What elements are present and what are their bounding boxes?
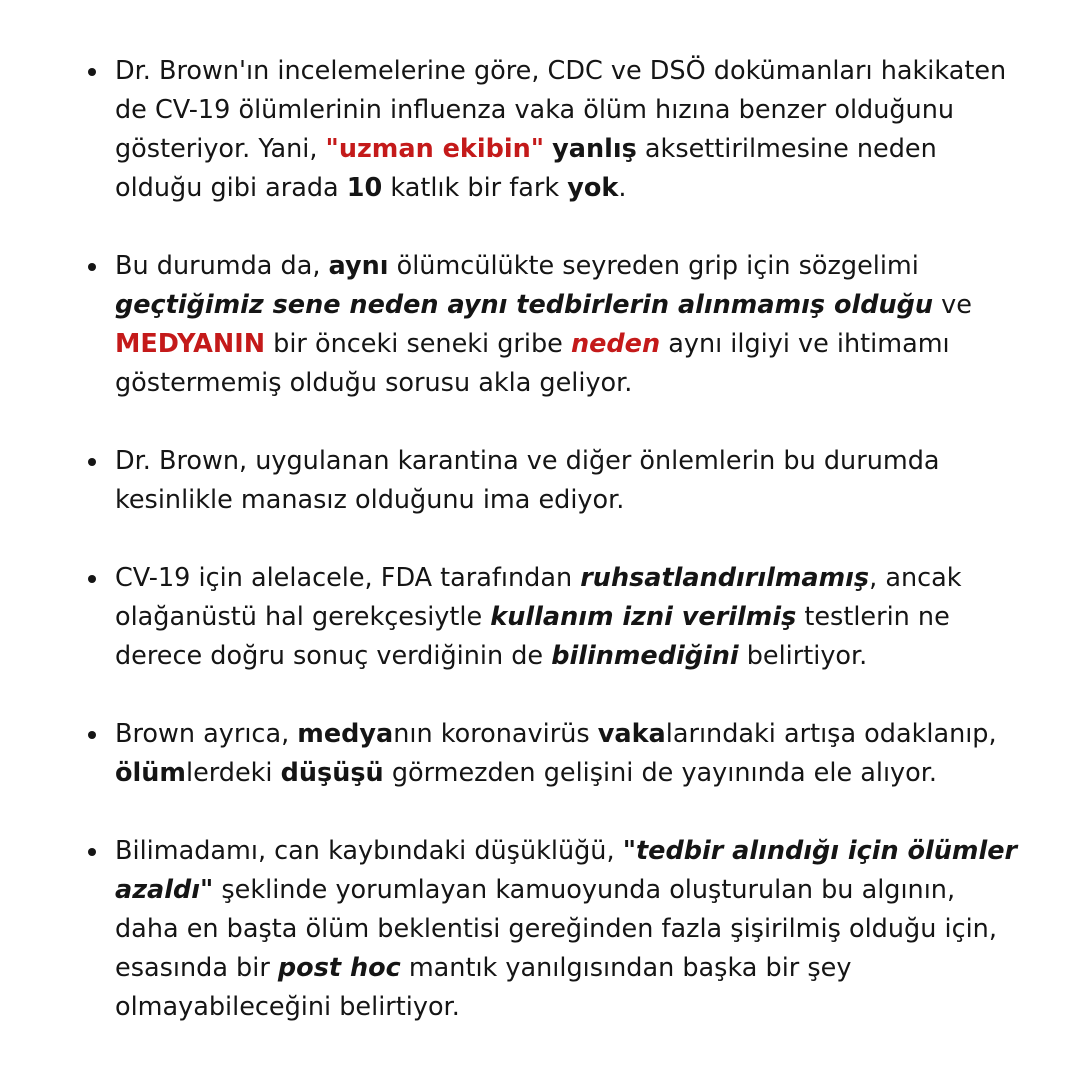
text-segment: Dr. Brown, uygulanan karantina ve diğer önlemlerin bu durumda kesinlikle manasız olduğunu ima ediyor. (115, 446, 940, 515)
emphasis-bold: 10 (346, 173, 383, 203)
bullet-list (84, 52, 1024, 1027)
text-segment: Bilimadamı, can kaybındaki düşüklüğü, (115, 836, 623, 866)
text-segment (544, 134, 552, 164)
text-segment: Bu durumda da, (115, 251, 329, 281)
emphasis-bold: ölüm (115, 758, 186, 788)
document-body (84, 52, 1024, 1066)
highlight-red: "uzman ekibin" (325, 134, 545, 164)
text-segment: Brown ayrıca, (115, 719, 298, 749)
emphasis-bold-italic: kullanım izni verilmiş (490, 602, 797, 632)
emphasis-bold-italic: ruhsatlandırılmamış (580, 563, 870, 593)
bullet-dot-icon (88, 263, 96, 271)
text-segment: ölümcülükte seyreden grip için sözgelimi (388, 251, 919, 281)
emphasis-bold: vaka (597, 719, 666, 749)
bullet-dot-icon (88, 575, 96, 583)
text-segment: lerdeki (185, 758, 281, 788)
bullet-dot-icon (88, 848, 96, 856)
text-segment: bir önceki seneki gribe (265, 329, 571, 359)
emphasis-bold-italic: post hoc (277, 953, 401, 983)
emphasis-bold: yok (567, 173, 619, 203)
bullet-dot-icon (88, 68, 96, 76)
emphasis-bold: düşüşü (280, 758, 384, 788)
text-segment: şeklinde yorumlayan kamuoyunda oluşturulan bu algının, daha en başta ölüm beklentisi gereğinden fazla şişirilmiş olduğu için, esasında bir (115, 875, 997, 983)
list-item-6 (84, 832, 1024, 1027)
text-segment: aksettirilmesine neden olduğu gibi arada (115, 134, 937, 203)
text-segment: larındaki artışa odaklanıp, (665, 719, 997, 749)
text-segment: görmezden gelişini de yayınında ele alıyor. (383, 758, 937, 788)
text-segment: mantık yanılgısından başka bir şey olmayabileceğini belirtiyor. (115, 953, 852, 1022)
text-segment: belirtiyor. (738, 641, 868, 671)
highlight-red-italic: neden (570, 329, 661, 359)
bullet-dot-icon (88, 731, 96, 739)
text-segment: aynı ilgiyi ve ihtimamı göstermemiş olduğu sorusu akla geliyor. (115, 329, 950, 398)
text-segment: CV-19 için alelacele, FDA tarafından (115, 563, 581, 593)
list-item-4 (84, 559, 1024, 676)
emphasis-bold-italic: bilinmediğini (551, 641, 739, 671)
text-segment: , ancak olağanüstü hal gerekçesiytle (115, 563, 962, 632)
text-segment: . (618, 173, 627, 203)
text-segment: nın koronavirüs (393, 719, 598, 749)
text-segment: ve (933, 290, 972, 320)
bullet-dot-icon (88, 458, 96, 466)
emphasis-bold-italic: "tedbir alındığı için ölümler azaldı" (115, 836, 1018, 905)
emphasis-bold: yanlış (552, 134, 637, 164)
text-segment: testlerin ne derece doğru sonuç verdiğinin de (115, 602, 950, 671)
emphasis-bold: aynı (328, 251, 389, 281)
highlight-red: MEDYANIN (115, 329, 266, 359)
list-item-3 (84, 442, 1024, 520)
emphasis-bold: medya (297, 719, 394, 749)
list-item-5 (84, 715, 1024, 793)
text-segment: Dr. Brown'ın incelemelerine göre, CDC ve DSÖ dokümanları hakikaten de CV-19 ölümlerinin influenza vaka ölüm hızına benzer olduğunu gösteriyor. Yani, (115, 56, 1007, 164)
text-segment: katlık bir fark (382, 173, 568, 203)
emphasis-bold-italic: geçtiğimiz sene neden aynı tedbirlerin alınmamış olduğu (115, 290, 934, 320)
list-item-2 (84, 247, 1024, 403)
list-item-1 (84, 52, 1024, 208)
